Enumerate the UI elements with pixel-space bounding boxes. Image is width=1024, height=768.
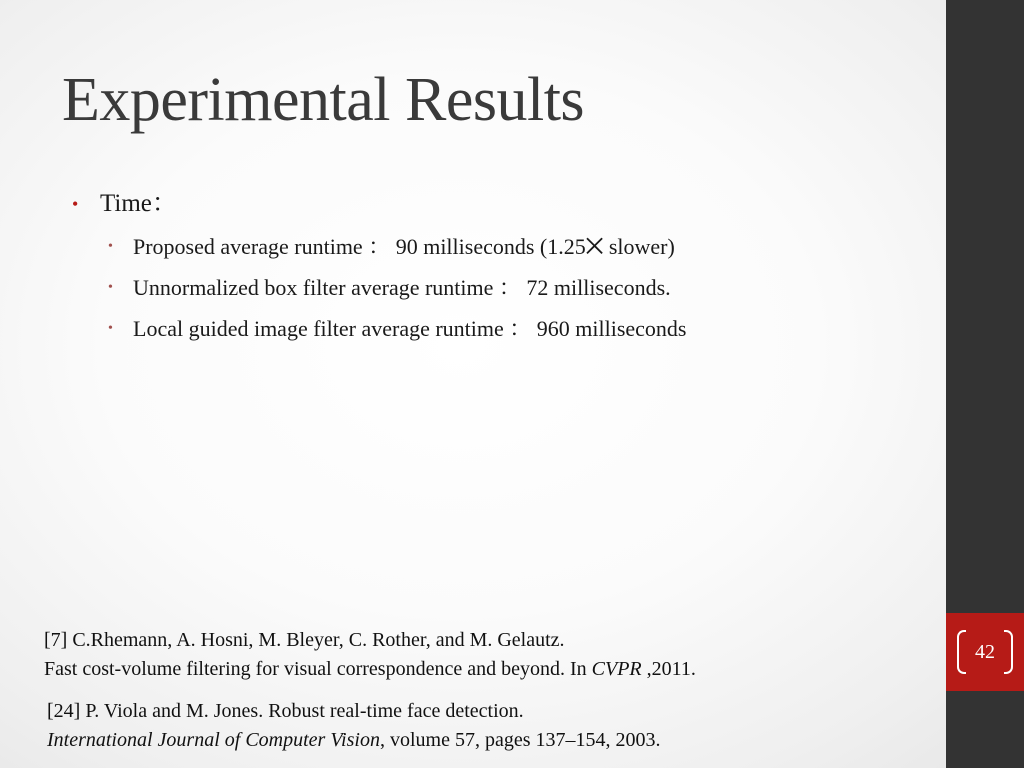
bullet-time xyxy=(72,185,932,223)
right-brace-icon xyxy=(1004,630,1013,674)
bullet-dot-icon: • xyxy=(108,280,113,295)
list-item xyxy=(72,226,932,267)
reference-line: [24] P. Viola and M. Jones. Robust real-time face detection. xyxy=(47,700,524,722)
list-item-text: Local guided image filter average runtime ： 960 milliseconds xyxy=(133,316,687,341)
slide-body xyxy=(72,185,932,349)
bullet-dot-icon: • xyxy=(108,239,113,254)
list-item-text: Proposed average runtime ： 90 milliseconds (1.25⨉ slower) xyxy=(133,234,675,259)
reference-line: [7] C.Rhemann, A. Hosni, M. Bleyer, C. Rother, and M. Gelautz. xyxy=(44,629,565,651)
bullet-heading-text: Time： xyxy=(100,190,177,217)
reference-line xyxy=(44,655,924,684)
reference-text: , volume 57, pages 137–154, 2003. xyxy=(379,729,661,751)
reference-24 xyxy=(44,697,924,755)
bullet-dot-icon: • xyxy=(108,321,113,336)
bullet-dot-icon: • xyxy=(72,194,79,214)
page-number-badge xyxy=(946,613,1024,691)
list-item xyxy=(72,267,932,308)
reference-text: Fast cost-volume filtering for visual correspondence and beyond. In xyxy=(44,658,592,680)
reference-7 xyxy=(44,626,924,684)
sub-bullet-list xyxy=(72,226,932,349)
reference-venue: CVPR xyxy=(591,658,642,680)
references xyxy=(44,626,924,755)
reference-line xyxy=(47,726,924,755)
reference-journal: International Journal of Computer Vision xyxy=(47,729,380,751)
reference-text: ,2011. xyxy=(641,658,696,680)
list-item xyxy=(72,308,932,349)
page-number: 42 xyxy=(975,641,995,663)
list-item-text: Unnormalized box filter average runtime ： 72 milliseconds. xyxy=(133,275,671,300)
slide-title: Experimental Results xyxy=(62,66,585,134)
